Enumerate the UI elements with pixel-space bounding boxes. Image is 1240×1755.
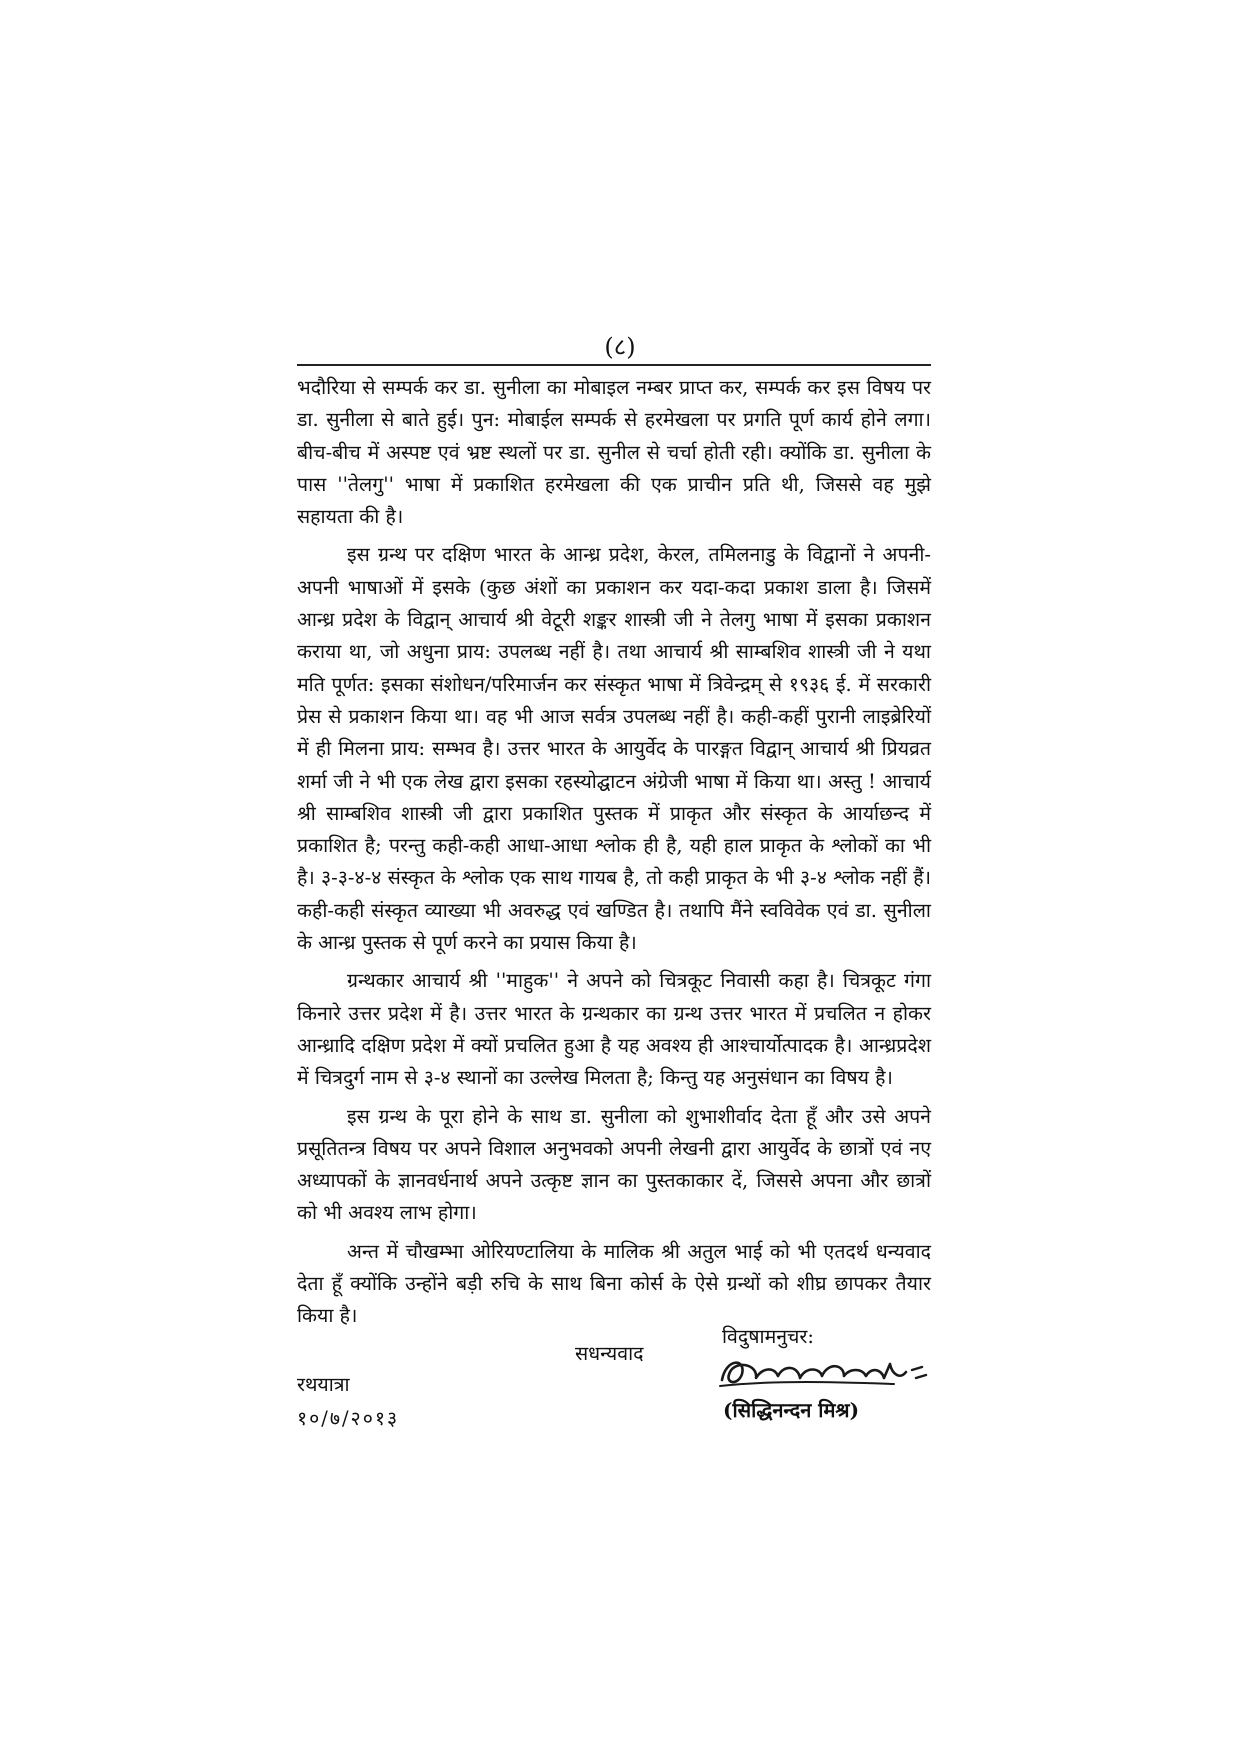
page-number: (८) — [604, 333, 636, 361]
signature-salutation: विदुषामनुचर: — [722, 1325, 814, 1348]
paragraph-5: अन्त में चौखम्भा ओरियण्टालिया के मालिक श्री अतुल भाई को भी एतदर्थ धन्यवाद देता हूँ क्योंकि उन्होंने बड़ी रुचि के साथ बिना कोर्स के ऐसे ग्रन्थों को शीघ्र छापकर तैयार किया है। — [297, 1239, 931, 1328]
handwritten-signature — [716, 1350, 936, 1394]
signer-name: (सिद्धिनन्दन मिश्र) — [723, 1398, 860, 1422]
paragraph-1: भदौरिया से सम्पर्क कर डा. सुनीला का मोबाइल नम्बर प्राप्त कर, सम्पर्क कर इस विषय पर डा. सुनीला से बाते हुई। पुन: मोबाईल सम्पर्क से हरमेखला पर प्रगति पूर्ण कार्य होने लगा। बीच-बीच में अस्पष्ट एवं भ्रष्ट स्थलों पर डा. सुनील से चर्चा होती रही। क्योंकि डा. सुनीला के पास ''तेलगु'' भाषा में प्रकाशित हरमेखला की एक प्राचीन प्रति थी, जिससे वह मुझे सहायता की है। — [297, 376, 931, 529]
closing-thanks: सधन्यवाद — [575, 1342, 644, 1365]
place: रथयात्रा — [297, 1373, 350, 1396]
paragraph-2: इस ग्रन्थ पर दक्षिण भारत के आन्ध्र प्रदेश, केरल, तमिलनाडु के विद्वानों ने अपनी-अपनी भाषाओं में इसके (कुछ अंशों का प्रकाशन कर यदा-कदा प्रकाश डाला है। जिसमें आन्ध्र प्रदेश के विद्वान् आचार्य श्री वेटूरी शङ्कर शास्त्री जी ने तेलगु भाषा में इसका प्रकाशन कराया था, जो अधुना प्राय: उपलब्ध नहीं है। तथा आचार्य श्री साम्बशिव शास्त्री जी ने यथा मति पूर्णत: इसका संशोधन/परिमार्जन कर संस्कृत भाषा में त्रिवेन्द्रम् से १९३६ ई. में सरकारी प्रेस से प्रकाशन किया था। वह भी आज सर्वत्र उपलब्ध नहीं है। कही-कहीं पुरानी लाइब्रेरियों में ही मिलना प्राय: सम्भव है। उत्तर भारत के आयुर्वेद के पारङ्गत विद्वान् आचार्य श्री प्रियव्रत शर्मा जी ने भी एक लेख द्वारा इसका रहस्योद्घाटन अंग्रेजी भाषा में किया था। अस्तु ! आचार्य श्री साम्बशिव शास्त्री जी द्वारा प्रकाशित पुस्तक में प्राकृत और संस्कृत के आर्याछन्द में प्रकाशित है; परन्तु कही-कही आधा-आधा श्लोक ही है, यही हाल प्राकृत के श्लोकों का भी है। ३-३-४-४ संस्कृत के श्लोक एक साथ गायब है, तो कही प्राकृत के भी ३-४ श्लोक नहीं हैं। कही-कही संस्कृत व्याख्या भी अवरुद्ध एवं खण्डित है। तथापि मैंने स्वविवेक एवं डा. सुनीला के आन्ध्र पुस्तक से पूर्ण करने का प्रयास किया है। — [297, 543, 931, 955]
paragraph-4: इस ग्रन्थ के पूरा होने के साथ डा. सुनीला को शुभाशीर्वाद देता हूँ और उसे अपने प्रसूतितन्त्र विषय पर अपने विशाल अनुभवको अपनी लेखनी द्वारा आयुर्वेद के छात्रों एवं नए अध्यापकों के ज्ञानवर्धनार्थ अपने उत्कृष्ट ज्ञान का पुस्तकाकार दें, जिससे अपना और छात्रों को भी अवश्य लाभ होगा। — [297, 1104, 931, 1225]
paragraph-3: ग्रन्थकार आचार्य श्री ''माहुक'' ने अपने को चित्रकूट निवासी कहा है। चित्रकूट गंगा किनारे उत्तर प्रदेश में है। उत्तर भारत के ग्रन्थकार का ग्रन्थ उत्तर भारत में प्रचलित न होकर आन्ध्रादि दक्षिण प्रदेश में क्यों प्रचलित हुआ है यह अवश्य ही आश्चार्योत्पादक है। आन्ध्रप्रदेश में चित्रदुर्ग नाम से ३-४ स्थानों का उल्लेख मिलता है; किन्तु यह अनुसंधान का विषय है। — [297, 969, 931, 1090]
body-text — [297, 372, 931, 1339]
header-rule — [297, 364, 931, 366]
date: १०/७/२०१३ — [297, 1407, 400, 1430]
